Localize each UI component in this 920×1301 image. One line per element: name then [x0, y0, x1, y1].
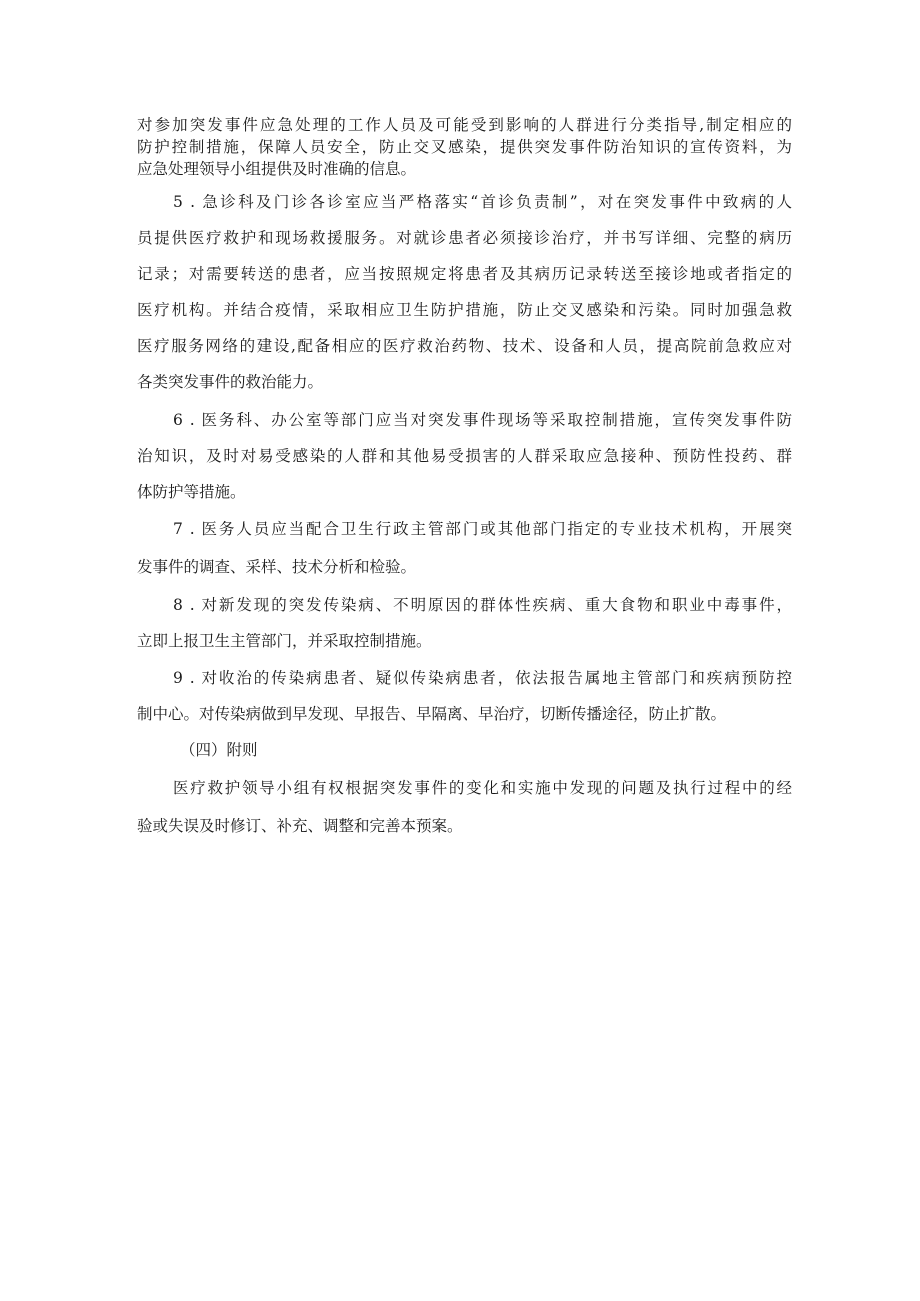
text-line: 发事件的调查、采样、技术分析和检验。 — [137, 558, 417, 576]
text-line: 各类突发事件的救治能力。 — [137, 373, 324, 391]
text-line: 立即上报卫生主管部门，并采取控制措施。 — [137, 632, 432, 650]
text-line: 8 . 对新发现的突发传染病、不明原因的群体性疾病、重大食物和职业中毒事件， — [173, 596, 792, 614]
section-heading-text: （四）附则 — [180, 741, 258, 759]
text-line: 验或失误及时修订、补充、调整和完善本预案。 — [137, 817, 463, 835]
text-line: 记录；对需要转送的患者，应当按照规定将患者及其病历记录转送至接诊地或者指定的 — [137, 265, 792, 283]
text-line: 对参加突发事件应急处理的工作人员及可能受到影响的人群进行分类指导,制定相应的 — [137, 116, 792, 134]
text-line: 制中心。对传染病做到早发现、早报告、早隔离、早治疗，切断传播途径，防止扩散。 — [137, 705, 727, 723]
text-line: 应急处理领导小组提供及时准确的信息。 — [137, 160, 417, 178]
text-line: 9 . 对收治的传染病患者、疑似传染病患者，依法报告属地主管部门和疾病预防控 — [173, 669, 792, 687]
text-line: 5 . 急诊科及门诊各诊室应当严格落实“首诊负责制”，对在突发事件中致病的人 — [173, 193, 792, 211]
text-line: 医疗救护领导小组有权根据突发事件的变化和实施中发现的问题及执行过程中的经 — [173, 779, 792, 797]
text-line: 7 . 医务人员应当配合卫生行政主管部门或其他部门指定的专业技术机构，开展突 — [173, 520, 792, 538]
text-line: 员提供医疗救护和现场救援服务。对就诊患者必须接诊治疗，并书写详细、完整的病历 — [137, 229, 792, 247]
text-line: 医疗机构。并结合疫情，采取相应卫生防护措施，防止交叉感染和污染。同时加强急救 — [137, 301, 792, 319]
text-line: 医疗服务网络的建设,配备相应的医疗救治药物、技术、设备和人员，提高院前急救应对 — [137, 337, 792, 355]
text-line: 防护控制措施，保障人员安全，防止交叉感染，提供突发事件防治知识的宣传资料，为 — [137, 138, 792, 156]
text-line: 6 . 医务科、办公室等部门应当对突发事件现场等采取控制措施，宣传突发事件防 — [173, 411, 792, 429]
text-line: 治知识，及时对易受感染的人群和其他易受损害的人群采取应急接种、预防性投药、群 — [137, 447, 792, 465]
text-line: 体防护等措施。 — [137, 483, 246, 501]
